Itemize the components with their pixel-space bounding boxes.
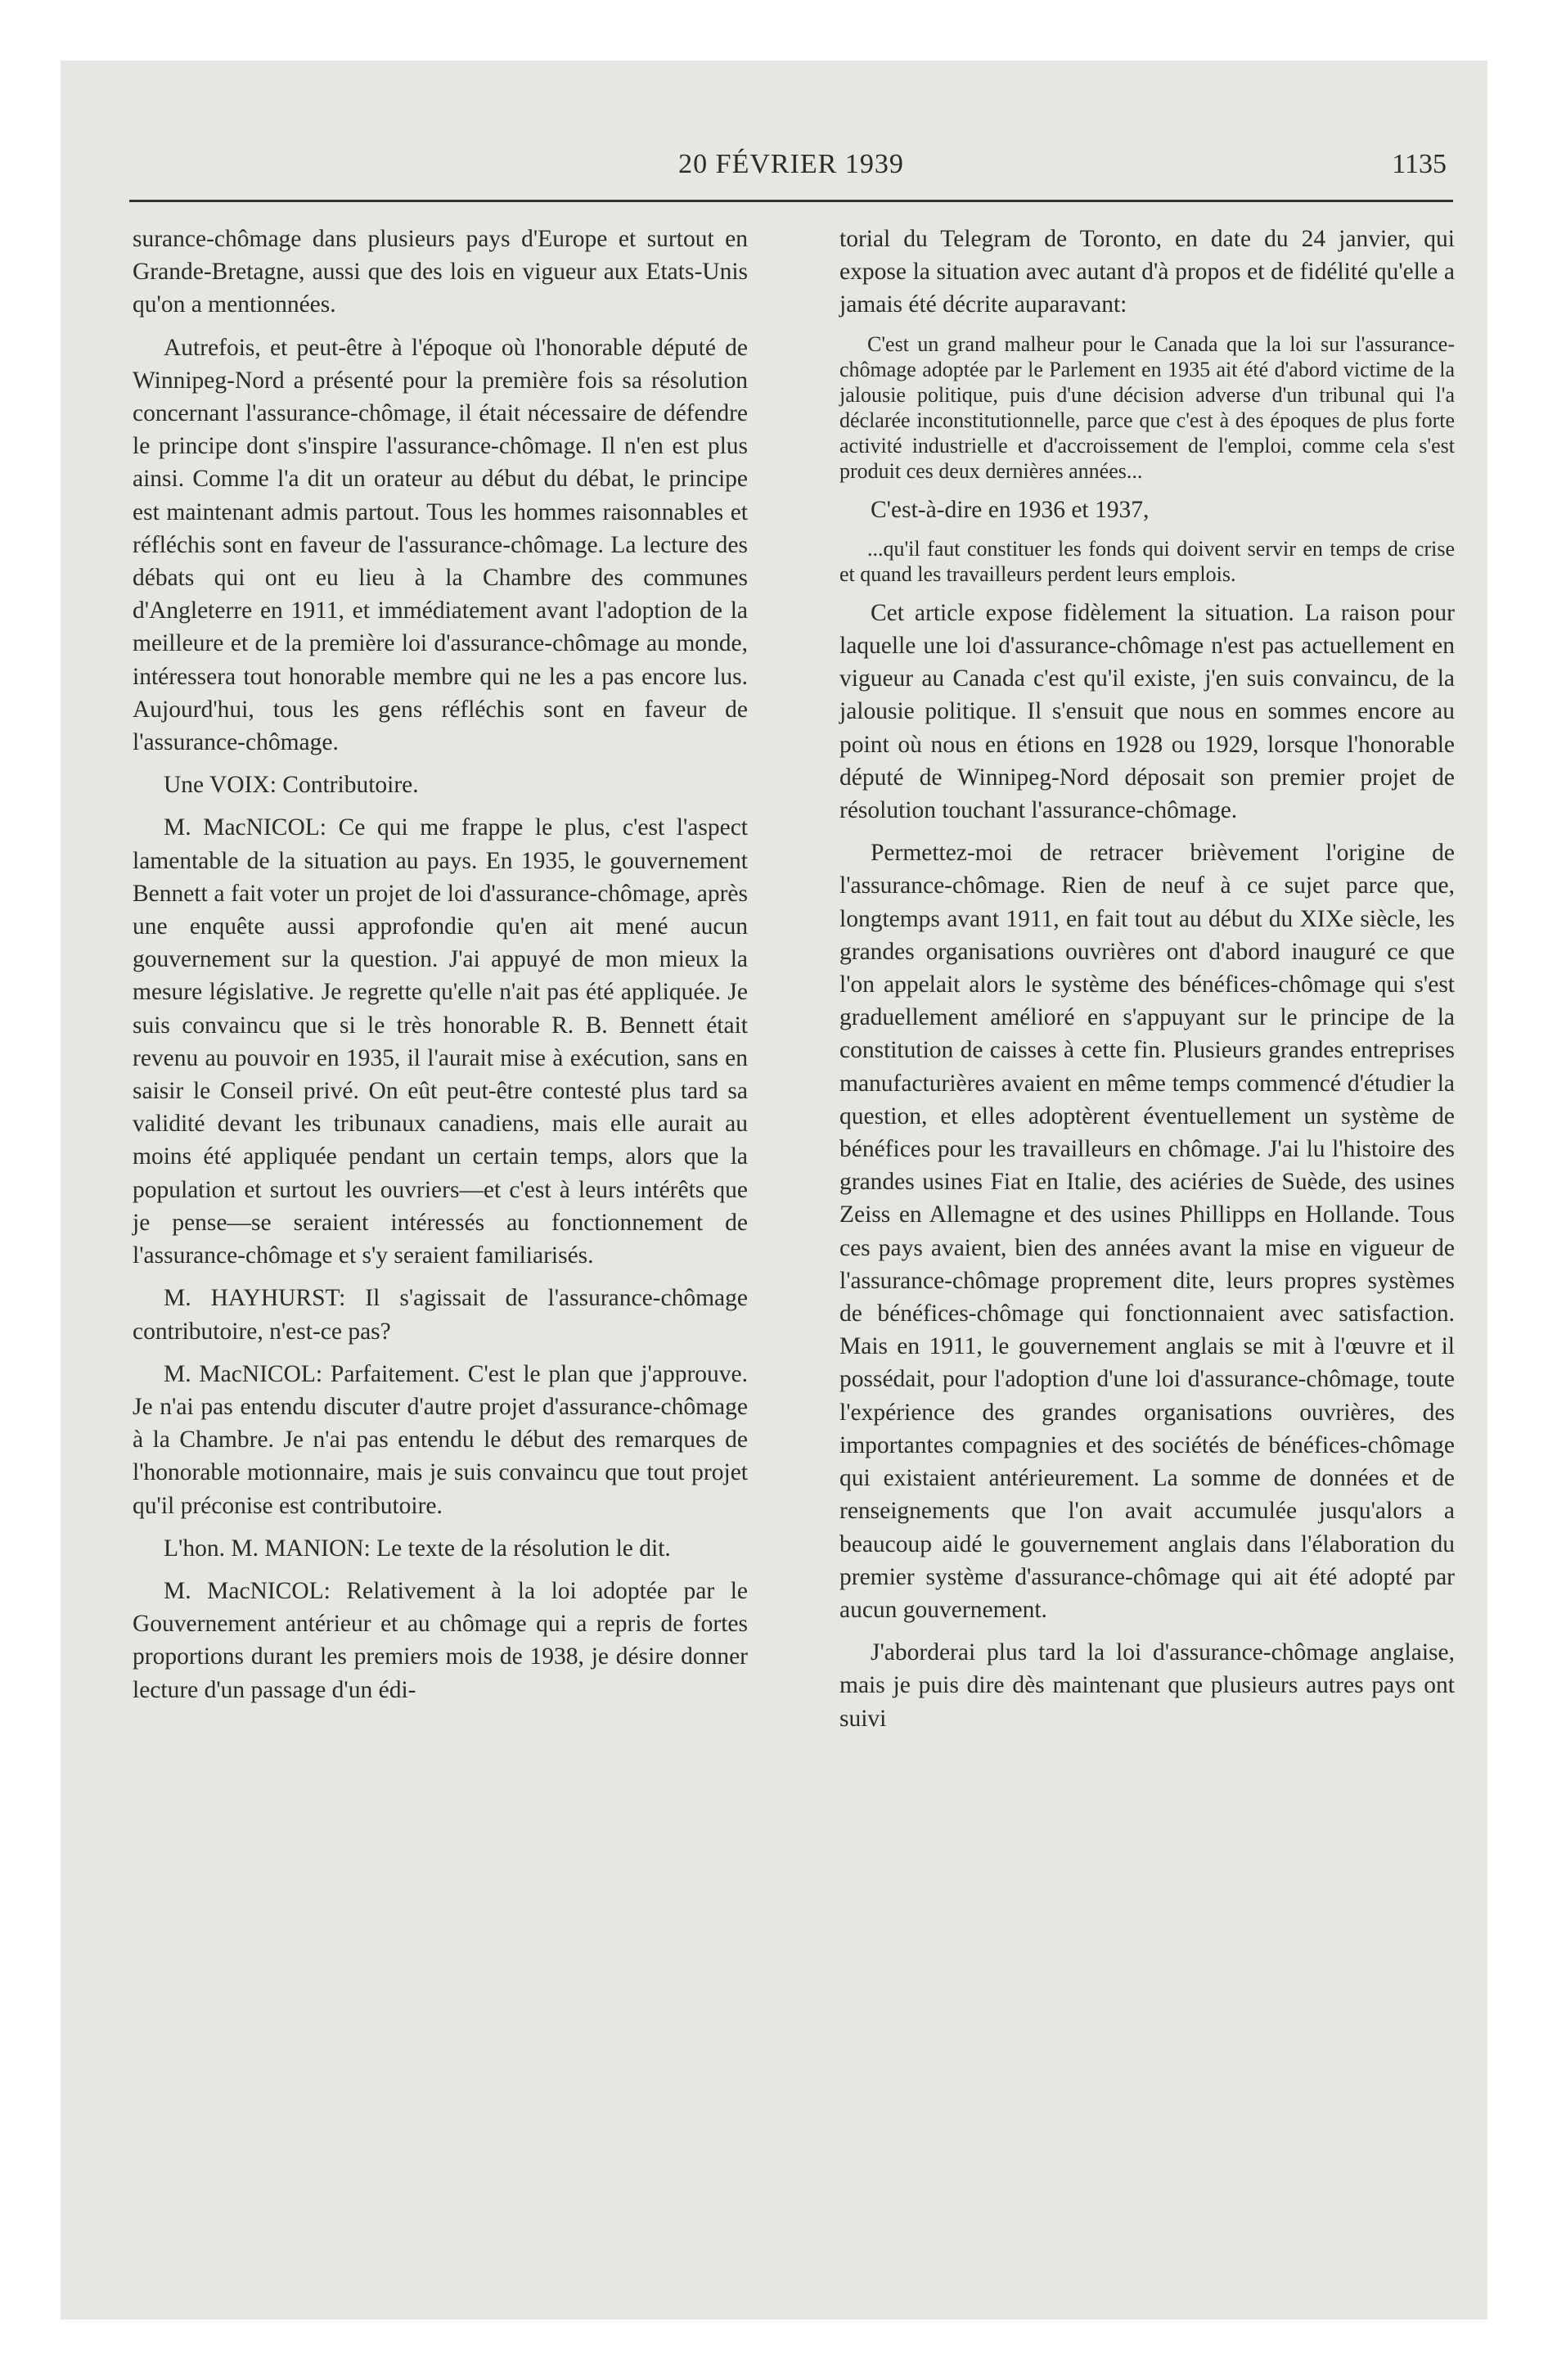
quoted-passage: ...qu'il faut constituer les fonds qui doivent servir en temps de crise et quand les travailleurs perdent leurs emplois. [839, 536, 1455, 586]
page-header [129, 149, 1453, 198]
page-number: 1135 [1392, 149, 1447, 179]
document-page [61, 61, 1487, 2319]
paragraph: M. MacNICOL: Ce qui me frappe le plus, c'est l'aspect lamentable de la situation au pays. En 1935, le gouvernement Bennett a fait voter un projet de loi d'assurance-chômage, après une enquête aussi approfondie qu'en ait mené aucun gouvernement sur la question. J'ai appuyé de mon mieux la mesure législative. Je regrette qu'elle n'ait pas été appliquée. Je suis convaincu que si le très honorable R. B. Bennett était revenu au pouvoir en 1935, il l'aurait mise à exécution, sans en saisir le Conseil privé. On eût peut-être contesté plus tard sa validité devant les tribunaux canadiens, mais elle aurait au moins été appliquée pendant un certain temps, alors que la population et surtout les ouvriers—et c'est à leurs intérêts que je pense—se seraient intéressés au fonctionnement de l'assurance-chômage et s'y seraient familiarisés. [133, 814, 748, 1269]
paragraph: Cet article expose fidèlement la situation. La raison pour laquelle une loi d'assurance-chômage n'est pas actuellement en vigueur au Canada c'est qu'il existe, j'en suis convaincu, de la jalousie politique. Il s'ensuit que nous en sommes encore au point où nous en étions en 1928 ou 1929, lorsque l'honorable député de Winnipeg-Nord déposait son premier projet de résolution touchant l'assurance-chômage. [839, 599, 1455, 824]
right-column [839, 223, 1455, 1745]
paragraph: Permettez-moi de retracer brièvement l'origine de l'assurance-chômage. Rien de neuf à ce sujet parce que, longtemps avant 1911, en fait tout au début du XIXe siècle, les grandes organisations ouvrières ont d'abord inauguré ce que l'on appelait alors le système des bénéfices-chômage qui s'est graduellement amélioré en s'appuyant sur le principe de la constitution de caisses à cette fin. Plusieurs grandes entreprises manufacturières avaient en même temps commencé d'étudier la question, et elles adoptèrent éventuellement un système de bénéfices pour les travailleurs en chômage. J'ai lu l'histoire des grandes usines Fiat en Italie, des aciéries de Suède, des usines Zeiss en Allemagne et des usines Phillipps en Hollande. Tous ces pays avaient, bien des années avant la mise en vigueur de l'assurance-chômage proprement dite, leurs propres systèmes de bénéfices-chômage qui fonctionnaient avec satisfaction. Mais en 1911, le gouvernement anglais se mit à l'œuvre et il possédait, pour l'adoption d'une loi d'assurance-chômage, toute l'expérience des grandes organisations ouvrières, des importantes compagnies et des sociétés de bénéfices-chômage qui existaient antérieurement. La somme de données et de renseignements que l'on avait accumulée jusqu'alors a beaucoup aidé le gouvernement anglais dans l'élaboration du premier système d'assurance-chômage qui ait été adopté par aucun gouvernement. [839, 840, 1455, 1623]
paragraph: J'aborderai plus tard la loi d'assurance-chômage anglaise, mais je puis dire dès maintenant que plusieurs autres pays ont suivi [839, 1639, 1455, 1732]
paragraph: M. HAYHURST: Il s'agissait de l'assurance-chômage contributoire, n'est-ce pas? [133, 1285, 748, 1345]
paragraph: M. MacNICOL: Parfaitement. C'est le plan que j'approuve. Je n'ai pas entendu discuter d'autre projet d'assurance-chômage à la Chambre. Je n'ai pas entendu le début des remarques de l'honorable motionnaire, mais je suis convaincu que tout projet qu'il préconise est contributoire. [133, 1360, 748, 1519]
paragraph: torial du Telegram de Toronto, en date du 24 janvier, qui expose la situation avec autant d'à propos et de fidélité qu'elle a jamais été décrite auparavant: [839, 226, 1455, 318]
paragraph: Une VOIX: Contributoire. [164, 772, 419, 799]
paragraph: C'est-à-dire en 1936 et 1937, [871, 496, 1150, 523]
left-column [133, 223, 748, 1716]
header-date: 20 FÉVRIER 1939 [678, 149, 904, 179]
paragraph: M. MacNICOL: Relativement à la loi adoptée par le Gouvernement antérieur et au chômage qui a repris de fortes proportions durant les premiers mois de 1938, je désire donner lecture d'un passage d'un édi- [133, 1577, 748, 1703]
paragraph: surance-chômage dans plusieurs pays d'Europe et surtout en Grande-Bretagne, aussi que des lois en vigueur aux Etats-Unis qu'on a mentionnées. [133, 226, 748, 318]
paragraph: Autrefois, et peut-être à l'époque où l'honorable député de Winnipeg-Nord a présenté pour la première fois sa résolution concernant l'assurance-chômage, il était nécessaire de défendre le principe dont s'inspire l'assurance-chômage. Il n'en est plus ainsi. Comme l'a dit un orateur au début du débat, le principe est maintenant admis partout. Tous les hommes raisonnables et réfléchis sont en faveur de l'assurance-chômage. La lecture des débats qui ont eu lieu à la Chambre des communes d'Angleterre en 1911, et immédiatement avant l'adoption de la meilleure et de la première loi d'assurance-chômage au monde, intéressera tout honorable membre qui ne les a pas encore lus. Aujourd'hui, tous les gens réfléchis sont en faveur de l'assurance-chômage. [133, 334, 748, 756]
quoted-passage: C'est un grand malheur pour le Canada que la loi sur l'assurance-chômage adoptée par le Parlement en 1935 ait été d'abord victime de la jalousie politique, puis d'une décision adverse d'un tribunal qui l'a déclarée inconstitutionnelle, parce que c'est à des époques de plus forte activité industrielle et d'accroissement de l'emploi, comme cela s'est produit ces deux dernières années... [839, 331, 1455, 483]
header-rule [129, 200, 1453, 202]
paragraph: L'hon. M. MANION: Le texte de la résolution le dit. [164, 1535, 671, 1562]
